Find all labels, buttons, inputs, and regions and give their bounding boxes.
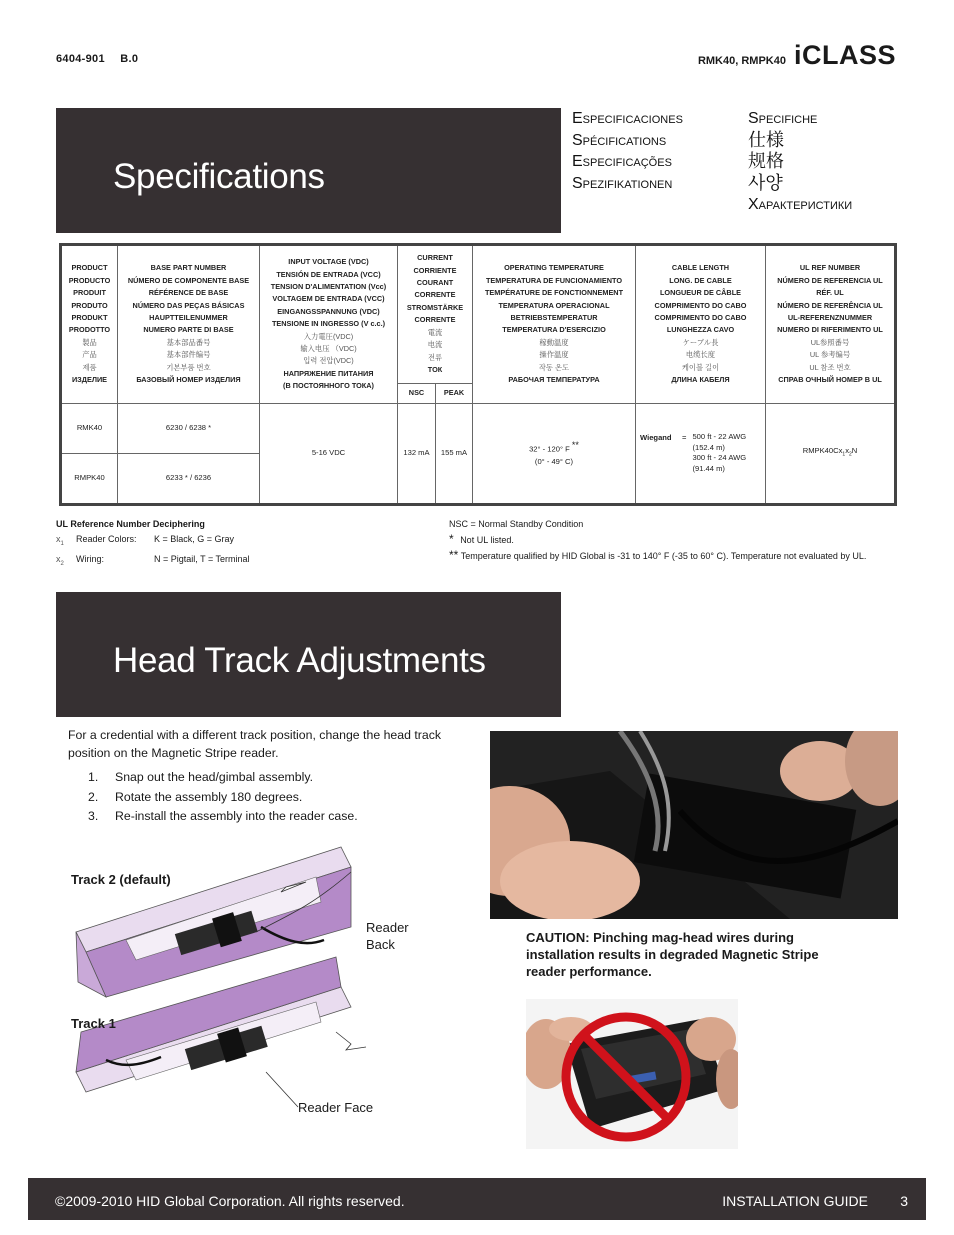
header-line: CURRENT [417,253,453,263]
step-number: 1. [88,770,99,784]
header-line: NÚMERO DE REFERENCIA UL [777,275,883,285]
translation: 仕様 [748,129,784,150]
footnote-text: Not UL listed. [460,535,514,545]
translation: Spécifications [572,131,667,149]
header-line: 基本部件编号 [166,350,211,360]
header-line: 작동 온도 [538,362,570,372]
translation: Specifiche [748,110,818,127]
step-text: Rotate the assembly 180 degrees. [115,789,303,804]
head-track-banner [56,592,561,717]
header-line: UL参照番号 [810,337,850,347]
revision: B.0 [120,53,139,65]
header-product [61,245,118,404]
translation: 规格 [748,151,784,171]
header-peak: PEAK [436,383,473,403]
header-line: 基本部品番号 [166,337,211,347]
header-line: TEMPERATURA D'ESERCIZIO [502,325,606,335]
footnote-star: ** [449,548,459,562]
header-line: TEMPERATURA DE FUNCIONAMIENTO [485,275,623,285]
base-part-cell: 6233 * / 6236 [118,454,260,505]
cable-spec: (91.44 m) [692,463,725,473]
model-list: RMK40, RMPK40 [697,55,786,67]
header-base-part [118,245,260,404]
page-footer [28,1178,926,1220]
header-line: TEMPÉRATURE DE FONCTIONNEMENT [484,288,624,298]
header-line: 기본부품 번호 [166,362,211,372]
specifications-banner [56,108,561,233]
header-line: EINGANGSSPANNUNG (VDC) [277,306,380,316]
prohibited-handling-photo [526,999,738,1149]
cable-length-cell [636,403,766,504]
header-input-voltage [260,245,398,404]
header-line: 操作温度 [539,350,569,360]
header-line: 입력 전압(VDC) [303,356,354,366]
specifications-title: Specifications [113,157,325,196]
step-text: Re-install the assembly into the reader case. [115,809,358,823]
table-row [61,403,896,454]
header-line: 電流 [427,327,443,337]
temp-mark: ** [571,439,579,450]
header-line: LONG. DE CABLE [669,275,732,285]
header-line: NUMERO PARTE DI BASE [143,325,234,335]
reader-back-label [366,919,409,953]
guide-label: INSTALLATION GUIDE [722,1193,868,1209]
header-line: PRODOTTO [68,325,111,335]
copyright: ©2009-2010 HID Global Corporation. All rights reserved. [55,1193,405,1209]
wiegand-eq: = [682,433,687,443]
product-cell: RMPK40 [61,454,118,505]
header-line: 电流 [427,340,443,350]
header-line: UL 참조 번호 [809,362,851,372]
doc-number: 6404-901 [56,53,105,65]
nsc-cell: 132 mA [398,403,436,504]
x2-value: N = Pigtail, T = Terminal [154,553,250,564]
x2-sym: x [56,553,61,564]
header-line: 전류 [427,352,443,362]
header-line: UL REF NUMBER [799,263,861,273]
ul-deciphering-notes [56,517,250,572]
header-line: РАБОЧАЯ ТЕМПЕРАТУРА [508,375,600,385]
translation: Характеристики [748,196,853,213]
nsc-note: NSC = Normal Standby Condition [449,519,584,529]
header-line: CORRENTE [414,315,456,325]
header-line: 入力電圧(VDC) [303,331,354,341]
x1-symbol [56,532,76,552]
cable-spec: (152.4 m) [692,442,725,452]
header-line: UL-REFERENZNUMMER [787,313,873,322]
translation: 사양 [748,172,783,193]
list-item [88,807,358,827]
header-line: NUMERO DI RIFERIMENTO UL [777,325,883,335]
base-part-cell: 6230 / 6238 * [118,403,260,454]
header-line: NÚMERO DE COMPONENTE BASE [127,275,250,285]
header-line: PRODUIT [73,288,106,298]
header-line: COMPRIMENTO DO CABO [654,300,747,310]
header-current [398,245,473,384]
ul-prefix: RMPK40C [802,446,839,456]
track1-label: Track 1 [71,1016,116,1031]
ul-suffix: N [851,446,858,456]
header-line: TEMPERATURA OPERACIONAL [498,300,610,310]
ul-notes-title: UL Reference Number Deciphering [56,519,205,529]
header-line: PRODUKT [71,313,108,322]
list-item [88,768,358,788]
header-line: COURANT [416,278,454,288]
step-number: 2. [88,789,99,804]
temperature-cell [473,403,636,504]
cable-spec: 500 ft - 22 AWG [692,432,747,442]
header-line: BETRIEBSTEMPERATUR [510,313,598,322]
peak-cell: 155 mA [436,403,473,504]
header-line: 稼動温度 [539,337,569,347]
header-line: UL 参考编号 [809,350,851,360]
brand-logo: iCLASS [793,40,896,70]
header-line: INPUT VOLTAGE (VDC) [288,257,369,267]
step-number: 3. [88,809,99,823]
translation: Especificações [572,153,672,170]
header-line: PRODUCT [71,263,108,273]
header-cable-length [636,245,766,404]
header-line: TENSIÓN DE ENTRADA (VCC) [276,269,381,279]
product-cell: RMK40 [61,403,118,454]
header-line: HAUPTTEILENUMMER [149,313,228,322]
head-track-title: Head Track Adjustments [113,641,486,680]
header-line: NÚMERO DE REFERÊNCIA UL [777,300,883,310]
x1-sym: x [56,534,61,544]
header-line: НАПРЯЖЕНИЕ ПИТАНИЯ [283,368,374,378]
header-brand [698,40,896,71]
translation: Especificaciones [572,110,683,127]
header-line: 电缆长度 [685,350,716,360]
header-line: ТОК [427,364,443,374]
header-line: CORRIENTE [413,265,457,275]
header-line: PRODUTO [71,300,108,310]
reader-face-label: Reader Face [298,1100,374,1115]
list-item [88,788,358,808]
header-line: ケーブル長 [682,337,719,347]
translations-column-1 [572,108,683,194]
caution-text: CAUTION: Pinching mag-head wires during installation results in degraded Magnetic Stripe reader performance. [526,930,819,979]
header-line: 输入电压 （VDC) [300,344,357,354]
header-operating-temperature [473,245,636,404]
header-line: TENSION D'ALIMENTATION (Vcc) [270,281,387,291]
header-line: (В ПОСТОЯННОГО ТОКА) [283,381,374,391]
translation: Spezifikationen [572,174,673,192]
cable-spec: 300 ft - 24 AWG [692,453,747,463]
header-line: STROMSTÄRKE [406,302,464,312]
header-line: CABLE LENGTH [671,263,730,273]
step-text: Snap out the head/gimbal assembly. [115,770,314,784]
x2-symbol [56,552,76,572]
header-line: OPERATING TEMPERATURE [504,263,604,273]
footnotes [449,517,866,564]
reader-back-line: Reader [366,920,409,935]
x1-value: K = Black, G = Gray [154,534,235,544]
header-line: LONGUEUR DE CÂBLE [659,288,742,298]
voltage-cell: 5-16 VDC [260,403,398,504]
wiegand-label: Wiegand [640,433,672,443]
x1-label: Reader Colors: [76,534,137,544]
pliers-photo [490,731,898,919]
header-line: 케이블 길이 [681,362,720,372]
header-ul-ref [766,245,896,404]
header-line: 製品 [82,337,97,347]
steps-list [88,768,358,827]
reader-back-line: Back [366,937,395,952]
specifications-table [59,243,897,506]
header-line: CORRENTE [414,290,456,300]
x2-label: Wiring: [76,553,105,564]
header-nsc: NSC [398,383,436,403]
header-line: TENSIONE IN INGRESSO (V c.c.) [271,319,386,329]
header-line: COMPRIMENTO DO CABO [654,313,747,322]
track2-label: Track 2 (default) [71,872,171,887]
header-line: RÉF. UL [816,288,844,298]
ul-sub1: 1 [842,451,846,458]
temp-c: (0° - 49° C) [534,456,574,466]
x1-sub: 1 [60,540,64,547]
header-line: LUNGHEZZA CAVO [666,325,735,335]
header-line: BASE PART NUMBER [150,263,227,273]
footnote-star: * [449,532,454,546]
ul-x2: x [845,446,849,456]
translations-column-2 [748,108,852,216]
x2-sub: 2 [60,560,64,567]
intro-paragraph: For a credential with a different track position, change the head track position on the Magnetic Stripe reader. [68,728,441,760]
header-line: ИЗДЕЛИЕ [71,375,108,385]
header-line: ДЛИНА КАБЕЛЯ [671,375,730,385]
ul-x1: x [838,446,843,456]
temp-f: 32° - 120° F [529,444,570,454]
header-line: RÉFÉRENCE DE BASE [148,288,229,298]
footnote-text: Temperature qualified by HID Global is -31 to 140° F (-35 to 60° C). Temperature not evaluated by UL. [460,551,867,561]
header-line: 产品 [82,350,97,360]
header-line: PRODUCTO [68,275,111,285]
header-line: NÚMERO DAS PEÇAS BÁSICAS [132,300,245,310]
header-line: СПРАВ ОЧНЫЙ НОМЕР В UL [778,375,882,385]
page-number: 3 [900,1193,908,1209]
document-id [56,53,150,65]
header-line: 제품 [82,362,97,372]
header-line: БАЗОВЫЙ НОМЕР ИЗДЕЛИЯ [136,375,241,385]
ul-sub2: 2 [848,451,852,458]
header-line: VOLTAGEM DE ENTRADA (VCC) [272,294,385,304]
ul-ref-cell [766,403,896,504]
